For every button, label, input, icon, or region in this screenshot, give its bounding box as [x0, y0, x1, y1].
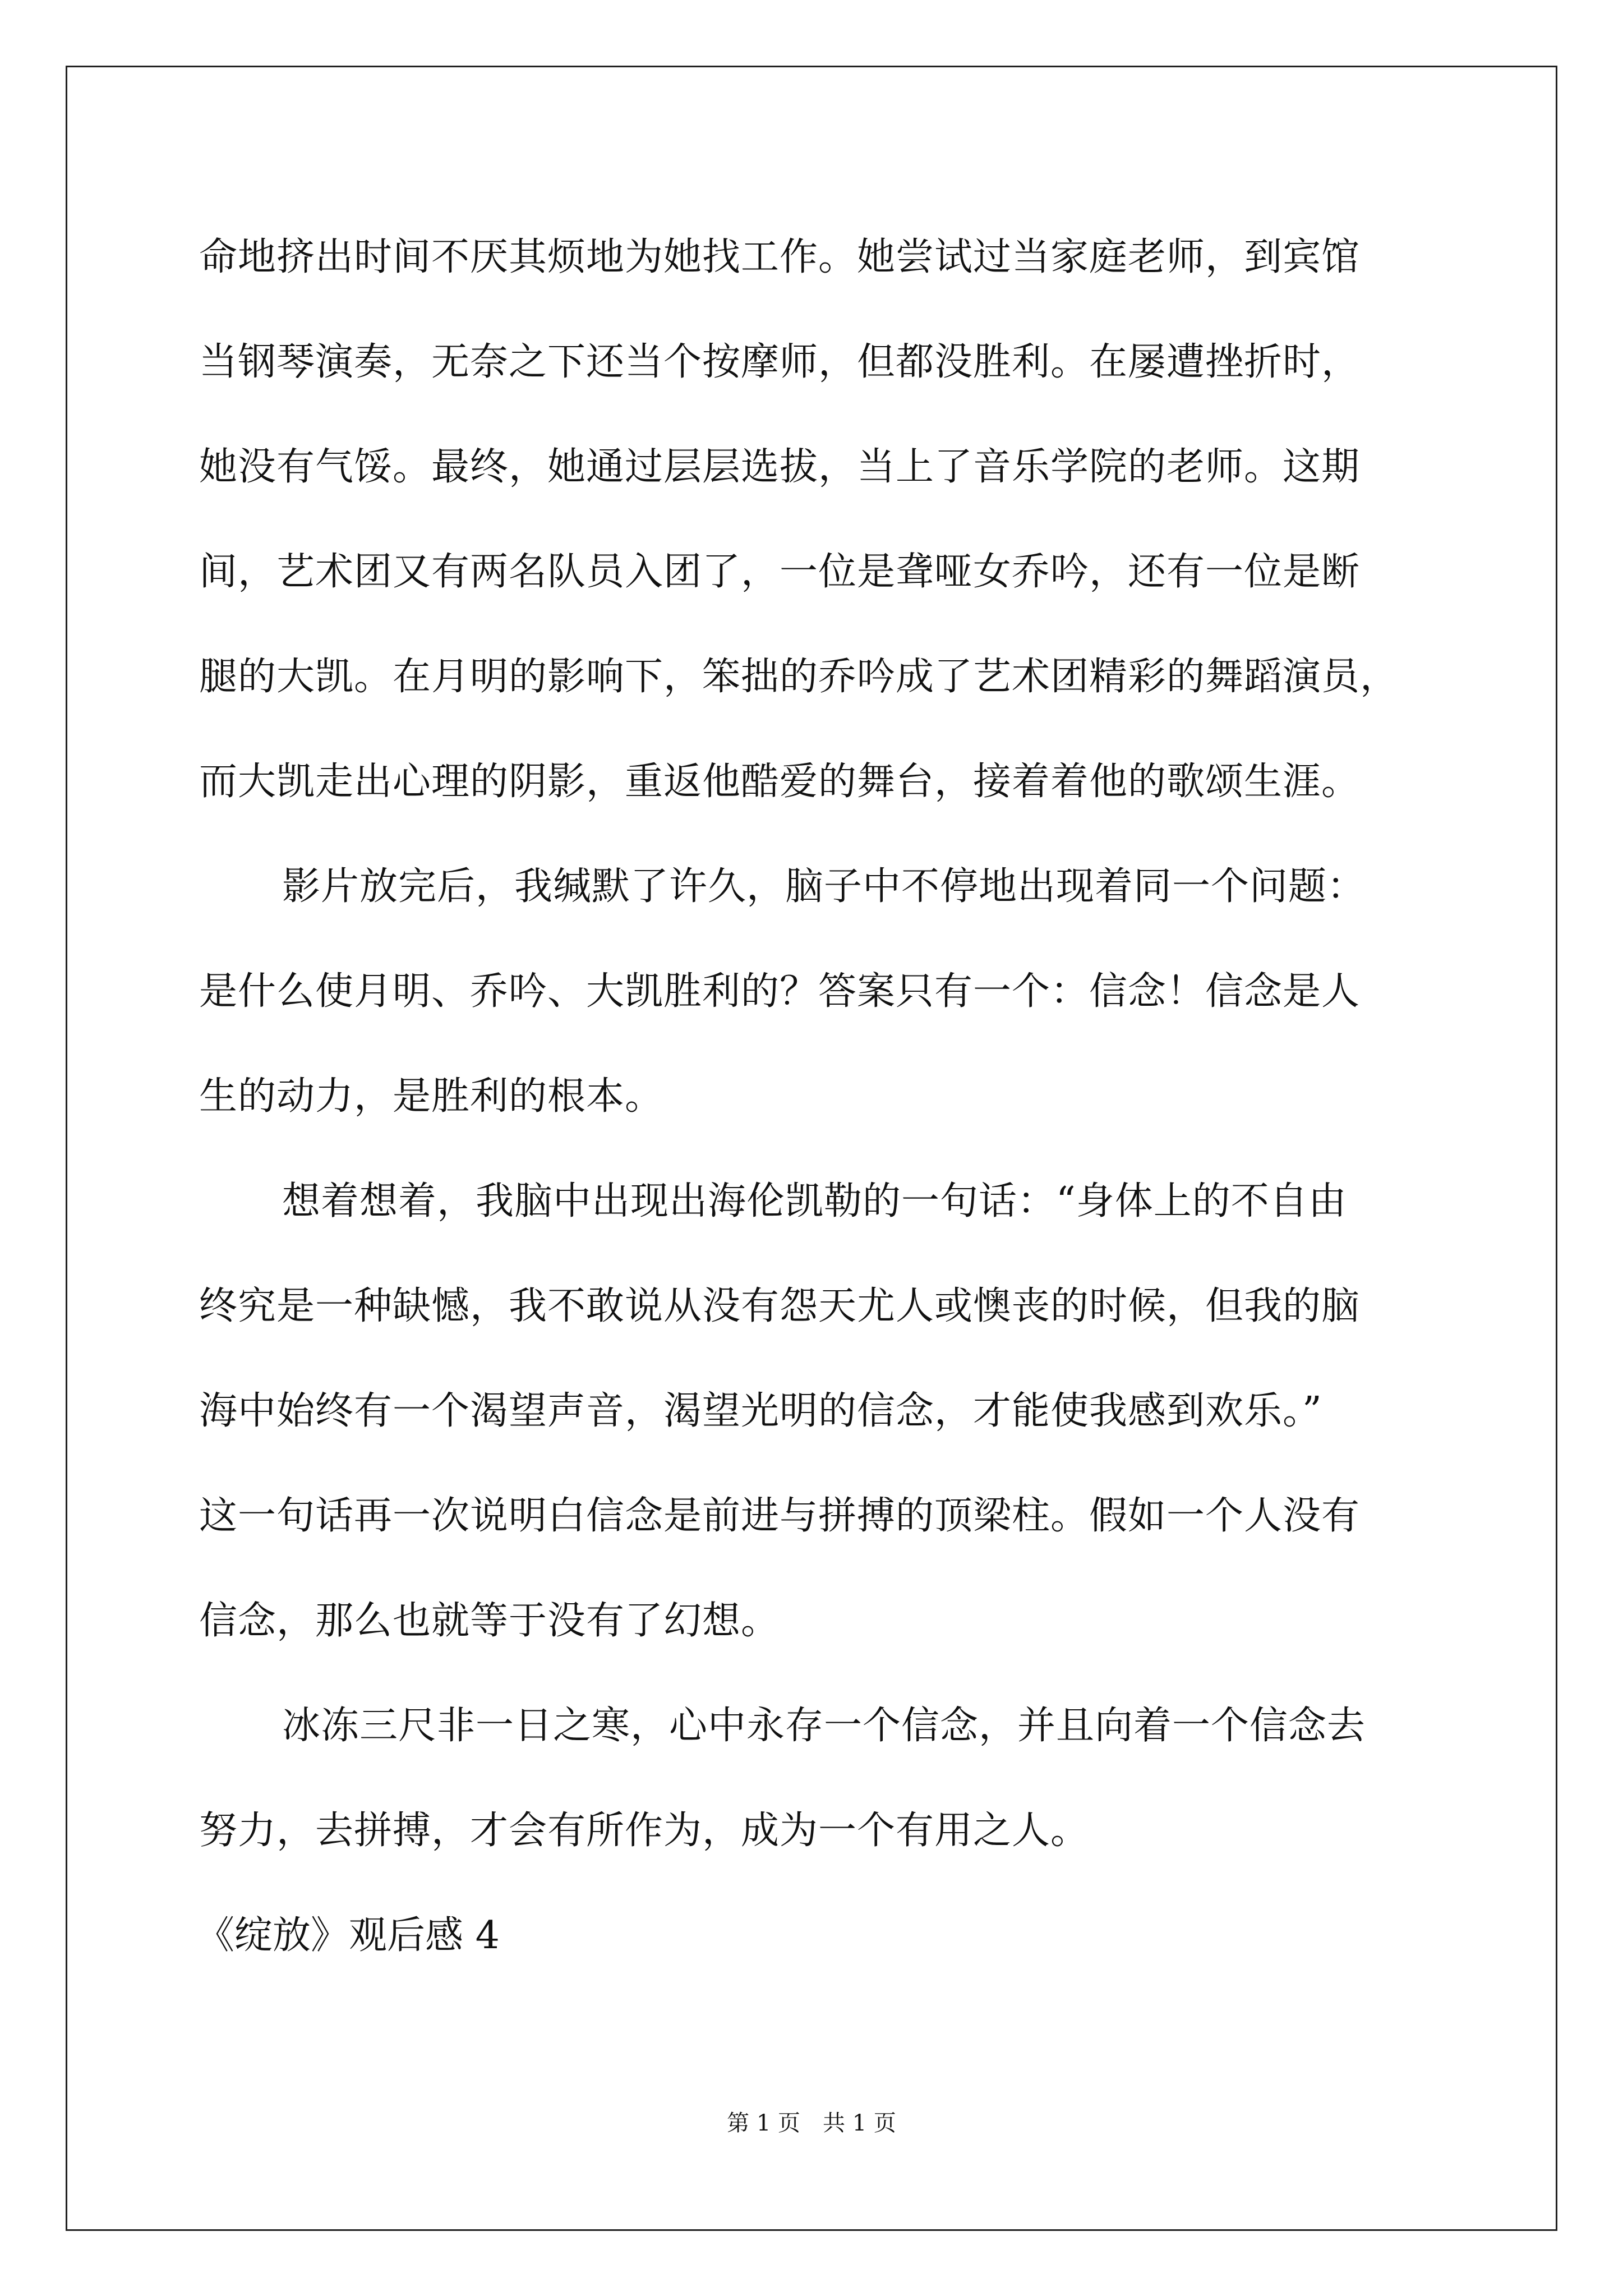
section-heading: 《绽放》观后感 4: [196, 1913, 500, 1958]
text-line: 腿的大凯。在月明的影响下，笨拙的乔吟成了艺术团精彩的舞蹈演员，: [199, 655, 1399, 699]
text-line: 是什么使月明、乔吟、大凯胜利的？答案只有一个：信念！信念是人: [199, 969, 1361, 1014]
text-line: 信念，那么也就等于没有了幻想。: [199, 1599, 780, 1643]
document-body: [196, 205, 1461, 1988]
text-line: 努力，去拼搏，才会有所作为，成为一个有用之人。: [199, 1809, 1090, 1853]
text-line: 这一句话再一次说明白信念是前进与拼搏的顶梁柱。假如一个人没有: [199, 1494, 1361, 1538]
text-line: 冰冻三尺非一日之寒，心中永存一个信念，并且向着一个信念去: [282, 1704, 1366, 1748]
text-line: 生的动力，是胜利的根本。: [199, 1074, 664, 1119]
text-line: 而大凯走出心理的阴影，重返他酷爱的舞台，接着着他的歌颂生涯。: [199, 760, 1361, 804]
text-line: 影片放完后，我缄默了许久，脑子中不停地出现着同一个问题：: [282, 864, 1366, 909]
text-line: 想着想着，我脑中出现出海伦凯勒的一句话：“身体上的不自由: [282, 1179, 1347, 1223]
text-line: 间，艺术团又有两名队员入团了，一位是聋哑女乔吟，还有一位是断: [199, 550, 1361, 594]
text-line: 当钢琴演奏，无奈之下还当个按摩师，但都没胜利。在屡遭挫折时，: [199, 340, 1361, 384]
text-line: 终究是一种缺憾，我不敢说从没有怨天尤人或懊丧的时候，但我的脑: [199, 1284, 1361, 1328]
text-line: 她没有气馁。最终，她通过层层选拔，当上了音乐学院的老师。这期: [199, 445, 1361, 489]
text-line: 命地挤出时间不厌其烦地为她找工作。她尝试过当家庭老师，到宾馆: [199, 235, 1361, 279]
page-footer: 第 1 页 共 1 页: [727, 2110, 896, 2136]
text-line: 海中始终有一个渴望声音，渴望光明的信念，才能使我感到欢乐。”: [199, 1389, 1322, 1433]
